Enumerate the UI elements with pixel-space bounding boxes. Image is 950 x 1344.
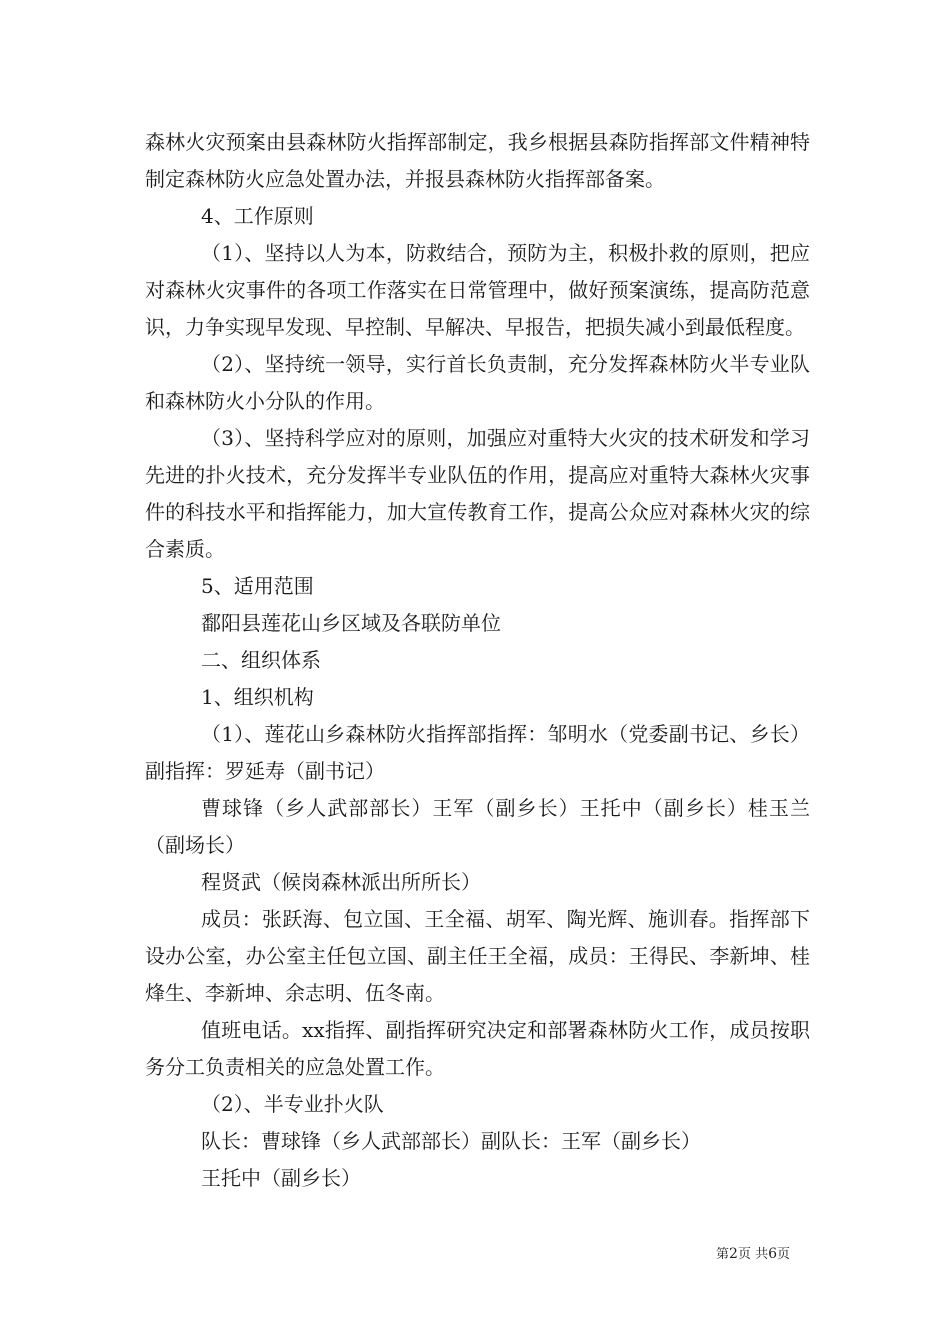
document-body	[145, 124, 810, 1197]
paragraph-principle-3: （3）、坚持科学应对的原则，加强应对重特大火灾的技术研发和学习先进的扑火技术，充分发挥半专业队伍的作用，提高应对重特大森林火灾事件的科技水平和指挥能力，加大宣传教育工作，提高公众应对森林火灾的综合素质。	[145, 426, 810, 561]
footer-prefix: 第	[716, 1247, 730, 1262]
footer-current-page: 2	[729, 1246, 738, 1262]
paragraph-team-member: 王托中（副乡长）	[201, 1166, 361, 1190]
paragraph-team-leaders: 队长：曹球锋（乡人武部部长）副队长：王军（副乡长）	[201, 1129, 701, 1153]
heading-organization: 1、组织机构	[201, 685, 314, 709]
heading-work-principles: 4、工作原则	[201, 204, 314, 228]
paragraph-police-chief: 程贤武（候岗森林派出所所长）	[201, 870, 481, 894]
paragraph-principle-2: （2）、坚持统一领导，实行首长负责制，充分发挥森林防火半专业队和森林防火小分队的作用。	[145, 352, 810, 413]
page-number-footer	[716, 1246, 790, 1263]
heading-firefighting-team: （2）、半专业扑火队	[201, 1092, 384, 1116]
paragraph-command: （1）、莲花山乡森林防火指挥部指挥：邹明水（党委副书记、乡长）副指挥：罗延寿（副书记）	[145, 722, 810, 783]
paragraph-members: 成员：张跃海、包立国、王全福、胡军、陶光辉、施训春。指挥部下设办公室，办公室主任包立国、副主任王全福，成员：王得民、李新坤、桂烽生、李新坤、余志明、伍冬南。	[145, 907, 810, 1005]
paragraph-scope: 鄱阳县莲花山乡区域及各联防单位	[201, 611, 501, 635]
heading-scope: 5、适用范围	[201, 574, 314, 598]
footer-middle: 页 共	[737, 1247, 769, 1262]
heading-organization-system: 二、组织体系	[201, 648, 321, 672]
paragraph-duty-phone: 值班电话。xx指挥、副指挥研究决定和部署森林防火工作，成员按职务分工负责相关的应急处置工作。	[145, 1018, 810, 1079]
footer-total-pages: 6	[768, 1246, 777, 1262]
paragraph-intro: 森林火灾预案由县森林防火指挥部制定，我乡根据县森防指挥部文件精神特制定森林防火应急处置办法，并报县森林防火指挥部备案。	[145, 130, 810, 191]
footer-suffix: 页	[777, 1247, 791, 1262]
paragraph-deputies: 曹球锋（乡人武部部长）王军（副乡长）王托中（副乡长）桂玉兰（副场长）	[145, 796, 810, 857]
paragraph-principle-1: （1）、坚持以人为本，防救结合，预防为主，积极扑救的原则，把应对森林火灾事件的各项工作落实在日常管理中，做好预案演练，提高防范意识，力争实现早发现、早控制、早解决、早报告，把损失减小到最低程度。	[145, 241, 810, 339]
